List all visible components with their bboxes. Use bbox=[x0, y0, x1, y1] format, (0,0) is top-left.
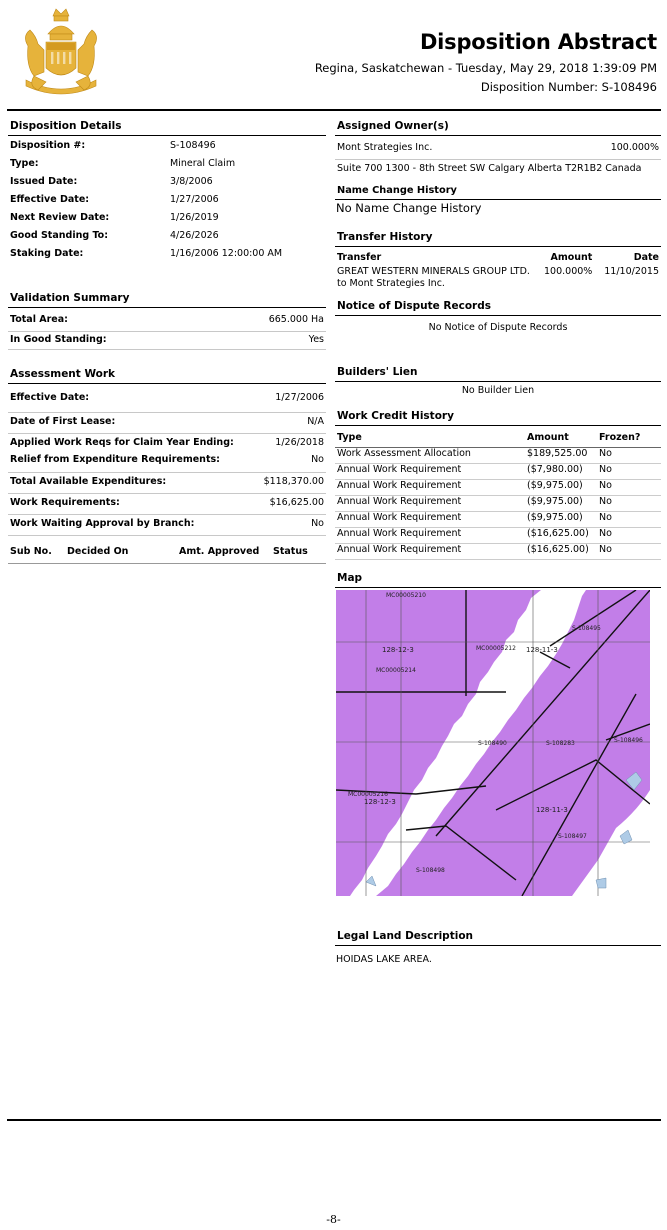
assessment-label: Applied Work Reqs for Claim Year Ending: bbox=[10, 437, 234, 448]
claim-map bbox=[336, 590, 650, 896]
map-label: S-108283 bbox=[546, 739, 575, 747]
right-column bbox=[335, 114, 661, 965]
col-header-amt-approved: Amt. Approved bbox=[179, 546, 260, 557]
section-heading-validation-summary: Validation Summary bbox=[8, 286, 326, 308]
section-heading-assessment-work: Assessment Work bbox=[8, 362, 326, 384]
detail-value: 3/8/2006 bbox=[170, 176, 213, 187]
credit-type: Annual Work Requirement bbox=[337, 511, 462, 523]
detail-row bbox=[8, 194, 326, 212]
saskatchewan-crest-logo bbox=[16, 6, 106, 100]
work-credit-row bbox=[335, 463, 661, 479]
credit-amount: ($9,975.00) bbox=[527, 511, 583, 523]
left-column bbox=[8, 114, 326, 564]
owner-name: Mont Strategies Inc. bbox=[337, 142, 433, 153]
transfer-date: 11/10/2015 bbox=[604, 266, 659, 277]
map-label: S-108496 bbox=[614, 736, 643, 744]
detail-row bbox=[8, 230, 326, 248]
detail-label: Type: bbox=[10, 158, 39, 169]
detail-value: 1/26/2019 bbox=[170, 212, 219, 223]
page-title: Disposition Abstract bbox=[419, 30, 657, 54]
header-divider bbox=[7, 109, 661, 111]
col-header-transfer: Transfer bbox=[337, 252, 382, 263]
credit-type: Work Assessment Allocation bbox=[337, 447, 471, 459]
section-heading-assigned-owners: Assigned Owner(s) bbox=[335, 114, 661, 136]
map-label: 128-11-3 bbox=[536, 805, 568, 814]
submission-table-header bbox=[8, 536, 326, 564]
assessment-value: 1/27/2006 bbox=[275, 392, 324, 403]
assessment-label: Relief from Expenditure Requirements: bbox=[10, 454, 220, 465]
work-credit-row bbox=[335, 495, 661, 511]
work-credit-table bbox=[335, 432, 661, 560]
map-label: MC00005210 bbox=[386, 591, 426, 599]
map-label: 128-12-3 bbox=[382, 645, 414, 654]
name-change-text: No Name Change History bbox=[336, 201, 482, 215]
credit-amount: ($7,980.00) bbox=[527, 463, 583, 475]
map-label: MC00005216 bbox=[348, 790, 388, 798]
assessment-value: $16,625.00 bbox=[269, 497, 324, 508]
map-label: MC00005212 bbox=[476, 644, 516, 652]
footer-divider bbox=[7, 1119, 661, 1121]
credit-type: Annual Work Requirement bbox=[337, 479, 462, 491]
credit-amount: ($9,975.00) bbox=[527, 495, 583, 507]
detail-label: Staking Date: bbox=[10, 248, 84, 259]
map-label: S-108497 bbox=[558, 832, 587, 840]
total-area-label: Total Area: bbox=[10, 314, 68, 325]
col-header-type: Type bbox=[337, 432, 362, 443]
col-header-amount: Amount bbox=[550, 252, 593, 263]
detail-label: Next Review Date: bbox=[10, 212, 110, 223]
detail-value: 1/27/2006 bbox=[170, 194, 219, 205]
col-header-frozen: Frozen? bbox=[599, 432, 641, 443]
detail-label: Effective Date: bbox=[10, 194, 90, 205]
claim-map-graphic bbox=[336, 590, 650, 896]
detail-row bbox=[8, 140, 326, 158]
credit-type: Annual Work Requirement bbox=[337, 463, 462, 475]
transfer-text: GREAT WESTERN MINERALS GROUP LTD. to Mont Strategies Inc. bbox=[337, 266, 530, 289]
assessment-label: Work Waiting Approval by Branch: bbox=[10, 518, 195, 529]
work-credit-row bbox=[335, 543, 661, 559]
page-number: -8- bbox=[326, 1213, 341, 1226]
work-credit-header bbox=[335, 432, 661, 447]
assessment-row bbox=[8, 454, 326, 472]
section-heading-builders-lien: Builders' Lien bbox=[335, 360, 661, 382]
map-label: 128-12-3 bbox=[364, 797, 396, 806]
assessment-value: N/A bbox=[307, 416, 324, 427]
credit-amount: $189,525.00 bbox=[527, 447, 588, 459]
work-credit-row bbox=[335, 511, 661, 527]
section-heading-legal-land: Legal Land Description bbox=[335, 924, 661, 946]
detail-row bbox=[8, 176, 326, 194]
credit-frozen: No bbox=[599, 463, 612, 475]
detail-label: Issued Date: bbox=[10, 176, 78, 187]
disposition-number-header: Disposition Number: S-108496 bbox=[480, 80, 657, 94]
assessment-value: No bbox=[311, 518, 324, 529]
detail-value: 4/26/2026 bbox=[170, 230, 219, 241]
assessment-value: 1/26/2018 bbox=[275, 437, 324, 448]
detail-row bbox=[8, 158, 326, 176]
work-credit-row bbox=[335, 447, 661, 463]
credit-type: Annual Work Requirement bbox=[337, 495, 462, 507]
owner-row bbox=[335, 142, 661, 159]
work-credit-row bbox=[335, 479, 661, 495]
transfer-amount: 100.000% bbox=[544, 266, 593, 277]
owner-address-row bbox=[335, 160, 661, 177]
transfer-table bbox=[335, 252, 661, 290]
section-heading-map: Map bbox=[335, 570, 661, 588]
detail-label: Good Standing To: bbox=[10, 230, 108, 241]
detail-row bbox=[8, 248, 326, 266]
detail-value: 1/16/2006 12:00:00 AM bbox=[170, 248, 283, 259]
detail-label: Disposition #: bbox=[10, 140, 86, 151]
section-heading-name-change: Name Change History bbox=[335, 179, 661, 200]
credit-frozen: No bbox=[599, 447, 612, 459]
assessment-row bbox=[8, 413, 326, 433]
good-standing-value: Yes bbox=[308, 334, 324, 345]
location-timestamp: Regina, Saskatchewan - Tuesday, May 29, 2018 1:39:09 PM bbox=[314, 61, 657, 75]
col-header-status: Status bbox=[273, 546, 308, 557]
assessment-label: Effective Date: bbox=[10, 392, 90, 403]
col-header-sub-no: Sub No. bbox=[10, 546, 52, 557]
credit-frozen: No bbox=[599, 527, 612, 539]
work-credit-row bbox=[335, 527, 661, 543]
dispute-text: No Notice of Dispute Records bbox=[428, 322, 568, 333]
credit-frozen: No bbox=[599, 511, 612, 523]
section-heading-transfer-history: Transfer History bbox=[335, 225, 661, 247]
assessment-value: No bbox=[311, 454, 324, 465]
total-area-value: 665.000 Ha bbox=[268, 314, 324, 325]
detail-row bbox=[8, 212, 326, 230]
assessment-label: Total Available Expenditures: bbox=[10, 476, 167, 487]
total-area-row bbox=[8, 314, 326, 331]
map-label: MC00005214 bbox=[376, 666, 416, 674]
assessment-label: Work Requirements: bbox=[10, 497, 120, 508]
assessment-row bbox=[8, 515, 326, 535]
map-label: 128-11-3 bbox=[526, 645, 558, 654]
credit-frozen: No bbox=[599, 495, 612, 507]
assessment-row bbox=[8, 473, 326, 493]
map-label: S-108490 bbox=[478, 739, 507, 747]
col-header-date: Date bbox=[633, 252, 659, 263]
section-heading-disposition-details: Disposition Details bbox=[8, 114, 326, 136]
legal-land-text: HOIDAS LAKE AREA. bbox=[336, 953, 432, 965]
owner-percent: 100.000% bbox=[610, 142, 659, 153]
credit-amount: ($16,625.00) bbox=[527, 543, 589, 555]
credit-type: Annual Work Requirement bbox=[337, 527, 462, 539]
detail-value: S-108496 bbox=[170, 140, 216, 151]
assessment-label: Date of First Lease: bbox=[10, 416, 116, 427]
detail-value: Mineral Claim bbox=[170, 158, 236, 169]
credit-amount: ($16,625.00) bbox=[527, 527, 589, 539]
assessment-value: $118,370.00 bbox=[263, 476, 324, 487]
section-heading-work-credit: Work Credit History bbox=[335, 404, 661, 426]
transfer-table-header bbox=[335, 252, 661, 263]
credit-frozen: No bbox=[599, 543, 612, 555]
section-heading-dispute: Notice of Dispute Records bbox=[335, 294, 661, 316]
credit-type: Annual Work Requirement bbox=[337, 543, 462, 555]
credit-frozen: No bbox=[599, 479, 612, 491]
col-header-amount: Amount bbox=[527, 432, 569, 443]
assessment-row bbox=[8, 434, 326, 454]
assessment-row bbox=[8, 392, 326, 412]
builders-lien-text: No Builder Lien bbox=[461, 385, 535, 396]
transfer-row bbox=[335, 263, 661, 290]
owner-address: Suite 700 1300 - 8th Street SW Calgary Alberta T2R1B2 Canada bbox=[337, 163, 642, 174]
good-standing-label: In Good Standing: bbox=[10, 334, 107, 345]
col-header-decided-on: Decided On bbox=[67, 546, 129, 557]
map-label: S-108498 bbox=[416, 866, 445, 874]
assessment-row bbox=[8, 494, 326, 514]
map-label: S-108495 bbox=[572, 624, 601, 632]
good-standing-row bbox=[8, 332, 326, 349]
disposition-details-table bbox=[8, 136, 326, 266]
credit-amount: ($9,975.00) bbox=[527, 479, 583, 491]
